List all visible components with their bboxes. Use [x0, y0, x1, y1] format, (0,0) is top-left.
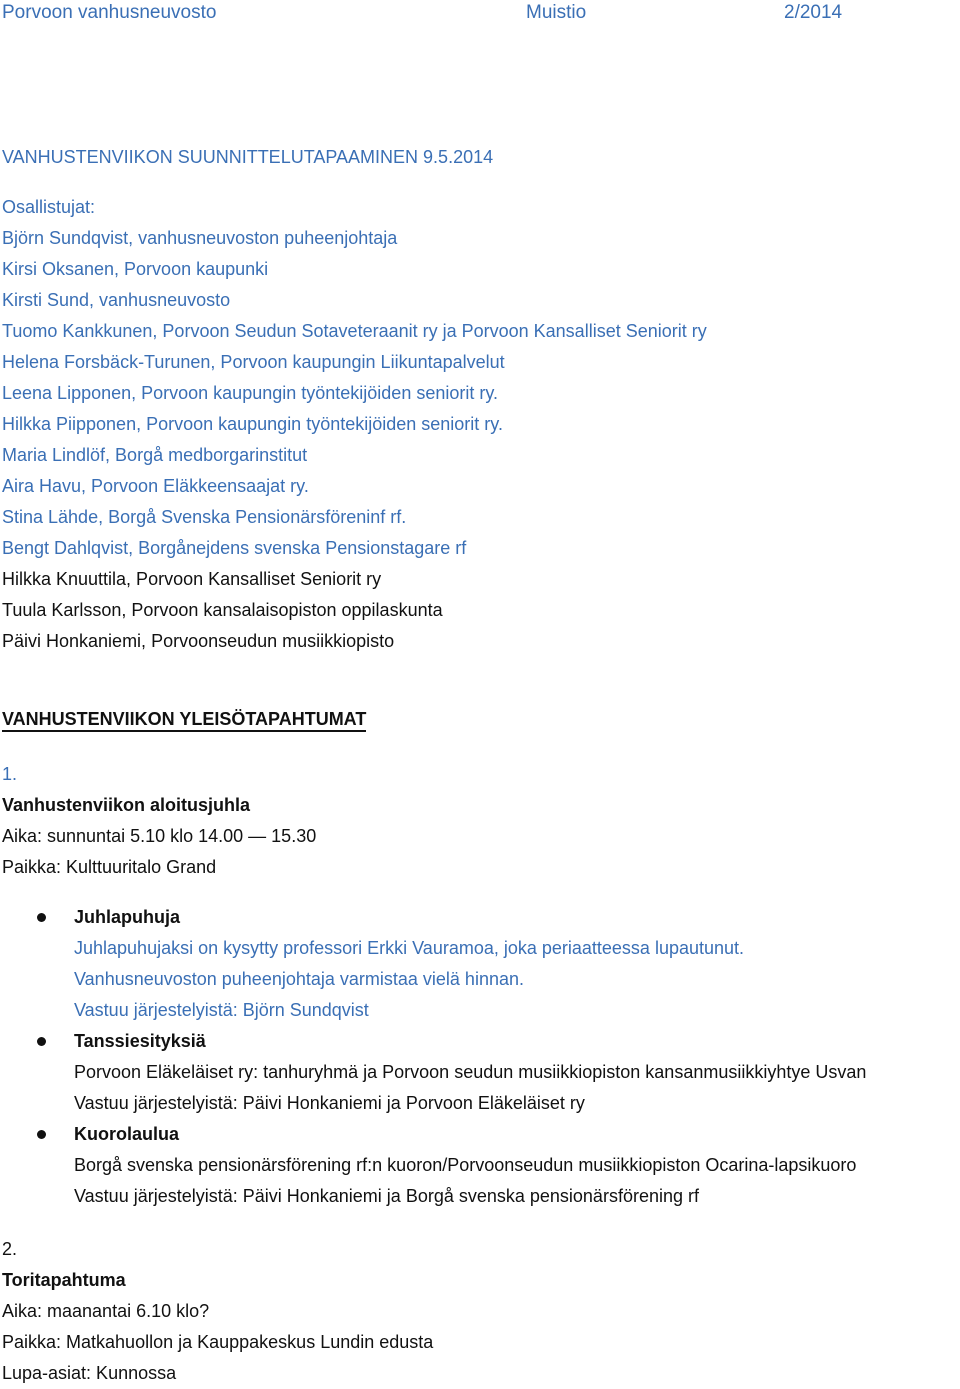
program-item-line: Juhlapuhujaksi on kysytty professori Erkki Vauramoa, joka periaatteessa lupautunut. — [74, 938, 745, 958]
participant-item: Aira Havu, Porvoon Eläkkeensaajat ry. — [2, 476, 309, 496]
bullet-dot-icon — [37, 913, 46, 922]
participants-section — [2, 192, 957, 657]
event-1-program-list — [0, 902, 958, 1212]
participant-item: Päivi Honkaniemi, Porvoonseudun musiikkiopisto — [2, 631, 395, 651]
participant-item: Tuomo Kankkunen, Porvoon Seudun Sotaveteraanit ry ja Porvoon Kansalliset Seniorit ry — [2, 321, 707, 341]
event-place: Paikka: Kulttuuritalo Grand — [2, 857, 217, 877]
participant-item: Leena Lipponen, Porvoon kaupungin työntekijöiden seniorit ry. — [2, 383, 499, 403]
memo-title: VANHUSTENVIIKON SUUNNITTELUTAPAAMINEN 9.5.2014 — [2, 147, 494, 167]
event-name: Toritapahtuma — [2, 1270, 126, 1290]
program-item-title: Juhlapuhuja — [74, 907, 181, 927]
event-time: Aika: sunnuntai 5.10 klo 14.00 — 15.30 — [2, 826, 317, 846]
program-item-line: Borgå svenska pensionärsförening rf:n kuoron/Porvoonseudun musiikkiopiston Ocarina-lapsikuoro — [74, 1155, 857, 1175]
page-header — [0, 0, 960, 30]
participant-item: Stina Lähde, Borgå Svenska Pensionärsföreninf rf. — [2, 507, 407, 527]
events-heading-text: VANHUSTENVIIKON YLEISÖTAPAHTUMAT — [2, 709, 366, 732]
event-number: 2. — [2, 1239, 18, 1259]
bullet-dot-icon — [37, 1130, 46, 1139]
program-item-line: Vastuu järjestelyistä: Päivi Honkaniemi ja Porvoon Eläkeläiset ry — [74, 1093, 585, 1113]
program-item-line: Vastuu järjestelyistä: Björn Sundqvist — [74, 1000, 369, 1020]
event-number: 1. — [2, 764, 18, 784]
events-heading — [2, 709, 366, 730]
participant-item: Bengt Dahlqvist, Borgånejdens svenska Pensionstagare rf — [2, 538, 467, 558]
participant-item: Kirsti Sund, vanhusneuvosto — [2, 290, 231, 310]
participant-item: Hilkka Piipponen, Porvoon kaupungin työntekijöiden seniorit ry. — [2, 414, 503, 434]
event-1 — [2, 759, 957, 883]
participants-label: Osallistujat: — [2, 197, 96, 217]
program-item-line: Vastuu järjestelyistä: Päivi Honkaniemi ja Borgå svenska pensionärsförening rf — [74, 1186, 699, 1206]
participant-item: Tuula Karlsson, Porvoon kansalaisopiston oppilaskunta — [2, 600, 443, 620]
event-permit: Lupa-asiat: Kunnossa — [2, 1363, 177, 1383]
participant-item: Kirsi Oksanen, Porvoon kaupunki — [2, 259, 269, 279]
program-item-title: Tanssiesityksiä — [74, 1031, 206, 1051]
participant-item: Hilkka Knuuttila, Porvoon Kansalliset Seniorit ry — [2, 569, 382, 589]
header-organization: Porvoon vanhusneuvosto — [2, 2, 217, 23]
bullet-dot-icon — [37, 1037, 46, 1046]
program-item-juhlapuhuja — [0, 902, 958, 1026]
participant-item: Björn Sundqvist, vanhusneuvoston puheenjohtaja — [2, 228, 398, 248]
program-item-line: Vanhusneuvoston puheenjohtaja varmistaa vielä hinnan. — [74, 969, 524, 989]
program-item-tanssiesityksia — [0, 1026, 958, 1119]
event-2 — [2, 1234, 957, 1389]
program-item-line: Porvoon Eläkeläiset ry: tanhuryhmä ja Porvoon seudun musiikkiopiston kansanmusiikkiyhtye Usvan — [74, 1062, 867, 1082]
program-item-kuorolaulua — [0, 1119, 958, 1212]
event-time: Aika: maanantai 6.10 klo? — [2, 1301, 210, 1321]
program-item-title: Kuorolaulua — [74, 1124, 180, 1144]
event-name: Vanhustenviikon aloitusjuhla — [2, 795, 251, 815]
participant-item: Maria Lindlöf, Borgå medborgarinstitut — [2, 445, 308, 465]
header-doc-type: Muistio — [526, 2, 587, 23]
header-doc-number: 2/2014 — [784, 2, 843, 23]
event-place: Paikka: Matkahuollon ja Kauppakeskus Lundin edusta — [2, 1332, 434, 1352]
participant-item: Helena Forsbäck-Turunen, Porvoon kaupungin Liikuntapalvelut — [2, 352, 505, 372]
